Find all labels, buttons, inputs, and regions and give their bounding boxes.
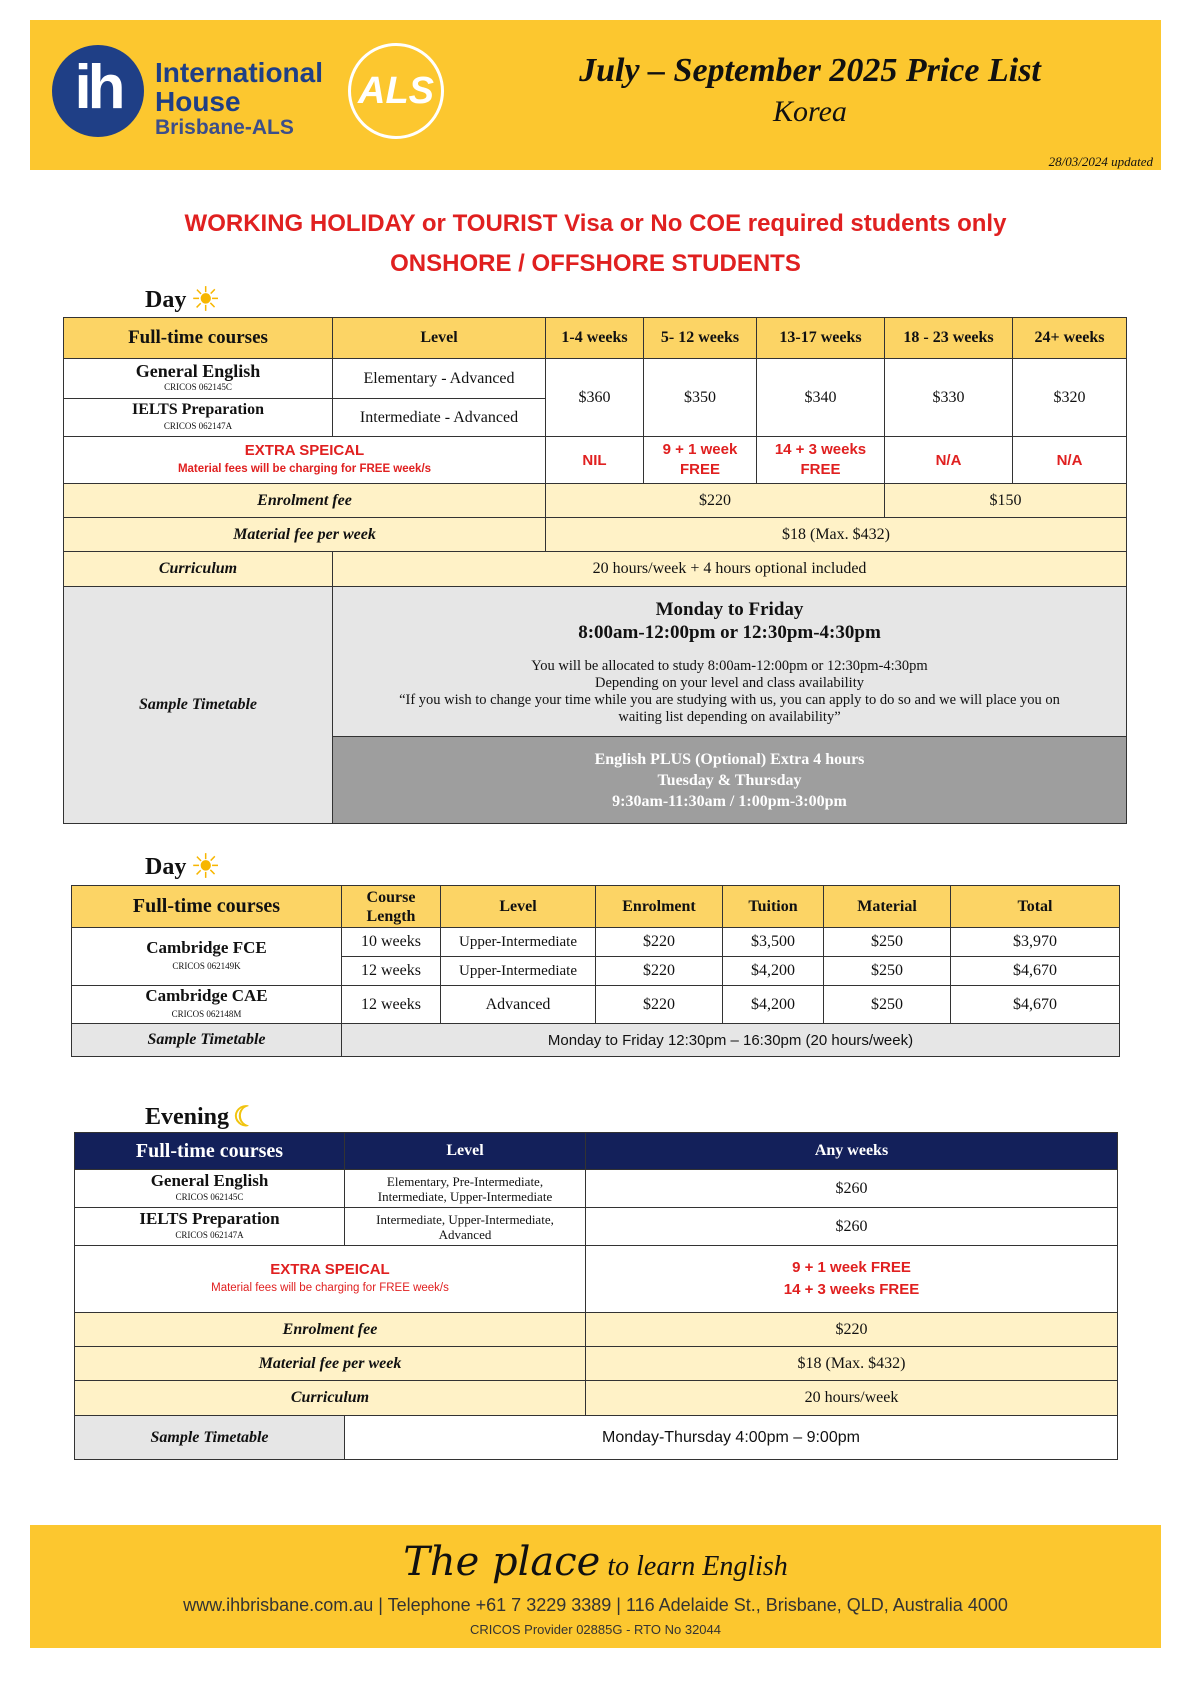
enrolment-row [75, 1313, 1118, 1347]
length-cell: 10 weeks [342, 928, 441, 957]
level-cell: Upper-Intermediate [441, 928, 596, 957]
curriculum-label: Curriculum [75, 1381, 586, 1416]
table-row [75, 1170, 1118, 1208]
curriculum-row [75, 1381, 1118, 1416]
material-cell: $250 [824, 986, 951, 1024]
enrolment-row [64, 484, 1127, 518]
timetable-note-2: Depending on your level and class availability [595, 674, 864, 691]
timetable-value: Monday to Friday 12:30pm – 16:30pm (20 hours/week) [342, 1024, 1120, 1057]
extra-special-cell [75, 1246, 586, 1313]
material-cell: $250 [824, 957, 951, 986]
tagline-rest: to learn English [607, 1551, 788, 1582]
header-courses: Full-time courses [72, 886, 342, 928]
tuition-cell: $4,200 [723, 957, 824, 986]
curriculum-row [64, 552, 1127, 587]
tuition-cell: $3,500 [723, 928, 824, 957]
contact-info: www.ihbrisbane.com.au | Telephone +61 7 3229 3389 | 116 Adelaide St., Brisbane, QLD, Australia 4000 [183, 1595, 1008, 1615]
curriculum-label: Curriculum [64, 552, 333, 587]
length-cell: 12 weeks [342, 957, 441, 986]
extra-free: FREE [800, 461, 841, 478]
table-row [72, 928, 1120, 957]
header-13-17-weeks: 13-17 weeks [757, 318, 885, 359]
timetable-label: Sample Timetable [72, 1024, 342, 1057]
extra-special-title: EXTRA SPEICAL [270, 1261, 390, 1278]
table-header-row [72, 886, 1120, 928]
course-ielts [75, 1208, 345, 1246]
section2-label [145, 847, 221, 887]
section3-label [145, 1100, 258, 1134]
extra-13-17 [757, 437, 885, 484]
course-name: General English [135, 360, 261, 381]
header-length: Length [366, 907, 416, 925]
material-label: Material fee per week [64, 518, 546, 552]
course-name: IELTS Preparation [139, 1208, 280, 1228]
tuition-cell: $4,200 [723, 986, 824, 1024]
level-cell [345, 1170, 586, 1208]
enrolment-cell: $220 [596, 928, 723, 957]
material-value: $18 (Max. $432) [586, 1347, 1118, 1381]
timetable-label: Sample Timetable [75, 1416, 345, 1460]
material-label: Material fee per week [75, 1347, 586, 1381]
english-plus-title: English PLUS (Optional) Extra 4 hours [594, 750, 865, 768]
extra-special-cell [64, 437, 546, 484]
enrolment-value: $220 [586, 1313, 1118, 1347]
table-row [75, 1208, 1118, 1246]
english-plus-hours: 9:30am-11:30am / 1:00pm-3:00pm [612, 792, 847, 810]
level-cell: Upper-Intermediate [441, 957, 596, 986]
timetable-row [75, 1416, 1118, 1460]
cricos-code: CRICOS 062148M [171, 1008, 242, 1019]
course-general-english [64, 359, 333, 399]
page-subtitle: Korea [773, 95, 847, 128]
enrolment-value-b: $150 [885, 484, 1127, 518]
timetable-row [64, 587, 1127, 737]
extra-offer: 9 + 1 week FREE [792, 1259, 911, 1276]
curriculum-value: 20 hours/week + 4 hours optional included [333, 552, 1127, 587]
section1-label [145, 280, 221, 320]
price-24: $320 [1013, 359, 1127, 437]
logo-line-2: House [155, 86, 241, 117]
timetable-hours: 8:00am-12:00pm or 12:30pm-4:30pm [578, 621, 881, 643]
logo-wordmark [155, 58, 323, 140]
course-name: IELTS Preparation [131, 400, 265, 418]
price-cell: $260 [586, 1170, 1118, 1208]
course-ielts [64, 399, 333, 437]
updated-date: 28/03/2024 updated [1048, 154, 1153, 169]
extra-offer: 9 + 1 week [662, 441, 738, 458]
length-cell: 12 weeks [342, 986, 441, 1024]
header-any-weeks: Any weeks [586, 1133, 1118, 1170]
course-cambridge-cae [72, 986, 342, 1024]
course-name: Cambridge FCE [146, 937, 267, 957]
course-cambridge-fce [72, 928, 342, 986]
timetable-note-1: You will be allocated to study 8:00am-12:00pm or 12:30pm-4:30pm [531, 657, 928, 674]
english-plus-cell [333, 737, 1127, 824]
table-header-row [64, 318, 1127, 359]
logo-line-3: Brisbane-ALS [155, 116, 294, 139]
sun-icon: ☀ [190, 849, 221, 886]
extra-special-note: Material fees will be charging for FREE week/s [211, 1282, 449, 1294]
cricos-code: CRICOS 062147A [175, 1229, 244, 1240]
level-line: Elementary, Pre-Intermediate, [386, 1173, 544, 1189]
table-header-row [75, 1133, 1118, 1170]
level-cell: Elementary - Advanced [333, 359, 546, 399]
sun-icon: ☀ [190, 282, 221, 319]
extra-special-note: Material fees will be charging for FREE week/s [177, 463, 432, 475]
price-5-12: $350 [644, 359, 757, 437]
extra-special-row [75, 1246, 1118, 1313]
level-cell: Intermediate - Advanced [333, 399, 546, 437]
section3-title: Evening [145, 1104, 230, 1130]
course-name: Cambridge CAE [145, 985, 268, 1005]
level-line: Intermediate, Upper-Intermediate [377, 1188, 553, 1204]
timetable-main [333, 587, 1127, 737]
enrolment-label: Enrolment fee [64, 484, 546, 518]
header-course: Course [366, 888, 416, 906]
ih-logo: ih [52, 45, 144, 137]
level-line: Advanced [438, 1226, 492, 1242]
header-enrolment: Enrolment [596, 886, 723, 928]
als-logo: ALS [348, 43, 444, 139]
timetable-note-4: waiting list depending on availability” [618, 708, 841, 725]
cricos-code: CRICOS 062145C [164, 381, 232, 392]
timetable-days: Monday to Friday [655, 598, 804, 620]
header-total: Total [951, 886, 1120, 928]
extra-special-row [64, 437, 1127, 484]
header-24-weeks: 24+ weeks [1013, 318, 1127, 359]
header-18-23-weeks: 18 - 23 weeks [885, 318, 1013, 359]
enrolment-label: Enrolment fee [75, 1313, 586, 1347]
header-1-4-weeks: 1-4 weeks [546, 318, 644, 359]
header-course-length [342, 886, 441, 928]
price-13-17: $340 [757, 359, 885, 437]
material-row [75, 1347, 1118, 1381]
price-cell: $260 [586, 1208, 1118, 1246]
timetable-value: Monday-Thursday 4:00pm – 9:00pm [345, 1416, 1118, 1460]
course-name: General English [150, 1170, 269, 1190]
material-value: $18 (Max. $432) [546, 518, 1127, 552]
extra-5-12 [644, 437, 757, 484]
header-material: Material [824, 886, 951, 928]
header-banner [30, 20, 1161, 170]
student-notice: ONSHORE / OFFSHORE STUDENTS [390, 250, 801, 277]
header-level: Level [441, 886, 596, 928]
header-level: Level [345, 1133, 586, 1170]
cambridge-table [71, 885, 1120, 1057]
footer-banner [30, 1525, 1161, 1648]
section2-title: Day [145, 854, 187, 880]
extra-1-4: NIL [546, 437, 644, 484]
level-cell: Advanced [441, 986, 596, 1024]
day-general-table [63, 317, 1127, 824]
enrolment-cell: $220 [596, 986, 723, 1024]
header-5-12-weeks: 5- 12 weeks [644, 318, 757, 359]
header-level: Level [333, 318, 546, 359]
total-cell: $3,970 [951, 928, 1120, 957]
moon-icon: ☾ [233, 1102, 259, 1133]
level-line: Intermediate, Upper-Intermediate, [376, 1211, 554, 1227]
logo-line-1: International [155, 57, 324, 88]
curriculum-value: 20 hours/week [586, 1381, 1118, 1416]
page-title: July – September 2025 Price List [579, 52, 1041, 89]
timetable-label: Sample Timetable [64, 587, 333, 824]
visa-notice: WORKING HOLIDAY or TOURIST Visa or No COE required students only [184, 210, 1007, 237]
table-row [64, 359, 1127, 399]
price-18-23: $330 [885, 359, 1013, 437]
extra-offer: 14 + 3 weeks FREE [783, 1281, 920, 1298]
cricos-code: CRICOS 062145C [175, 1191, 244, 1202]
timetable-row [72, 1024, 1120, 1057]
price-1-4: $360 [546, 359, 644, 437]
extra-24: N/A [1013, 437, 1127, 484]
extra-18-23: N/A [885, 437, 1013, 484]
total-cell: $4,670 [951, 957, 1120, 986]
cricos-code: CRICOS 062149K [172, 960, 241, 971]
course-general-english [75, 1170, 345, 1208]
total-cell: $4,670 [951, 986, 1120, 1024]
tagline-script: The place [403, 1539, 601, 1585]
enrolment-value-a: $220 [546, 484, 885, 518]
cricos-provider: CRICOS Provider 02885G - RTO No 32044 [470, 1622, 721, 1637]
evening-table [74, 1132, 1118, 1460]
header-tuition: Tuition [723, 886, 824, 928]
section1-title: Day [145, 287, 187, 313]
extra-offer: 14 + 3 weeks [774, 441, 867, 458]
timetable-note-3: “If you wish to change your time while you are studying with us, you can apply to do so and we will place you on [399, 691, 1060, 708]
level-cell [345, 1208, 586, 1246]
extra-special-title: EXTRA SPEICAL [244, 442, 365, 459]
table-row [72, 986, 1120, 1024]
extra-free: FREE [679, 461, 720, 478]
material-cell: $250 [824, 928, 951, 957]
header-courses: Full-time courses [64, 318, 333, 359]
material-row [64, 518, 1127, 552]
extra-offers [586, 1246, 1118, 1313]
english-plus-days: Tuesday & Thursday [657, 771, 802, 789]
enrolment-cell: $220 [596, 957, 723, 986]
tagline [30, 1539, 1161, 1585]
cricos-code: CRICOS 062147A [163, 420, 233, 431]
header-courses: Full-time courses [75, 1133, 345, 1170]
